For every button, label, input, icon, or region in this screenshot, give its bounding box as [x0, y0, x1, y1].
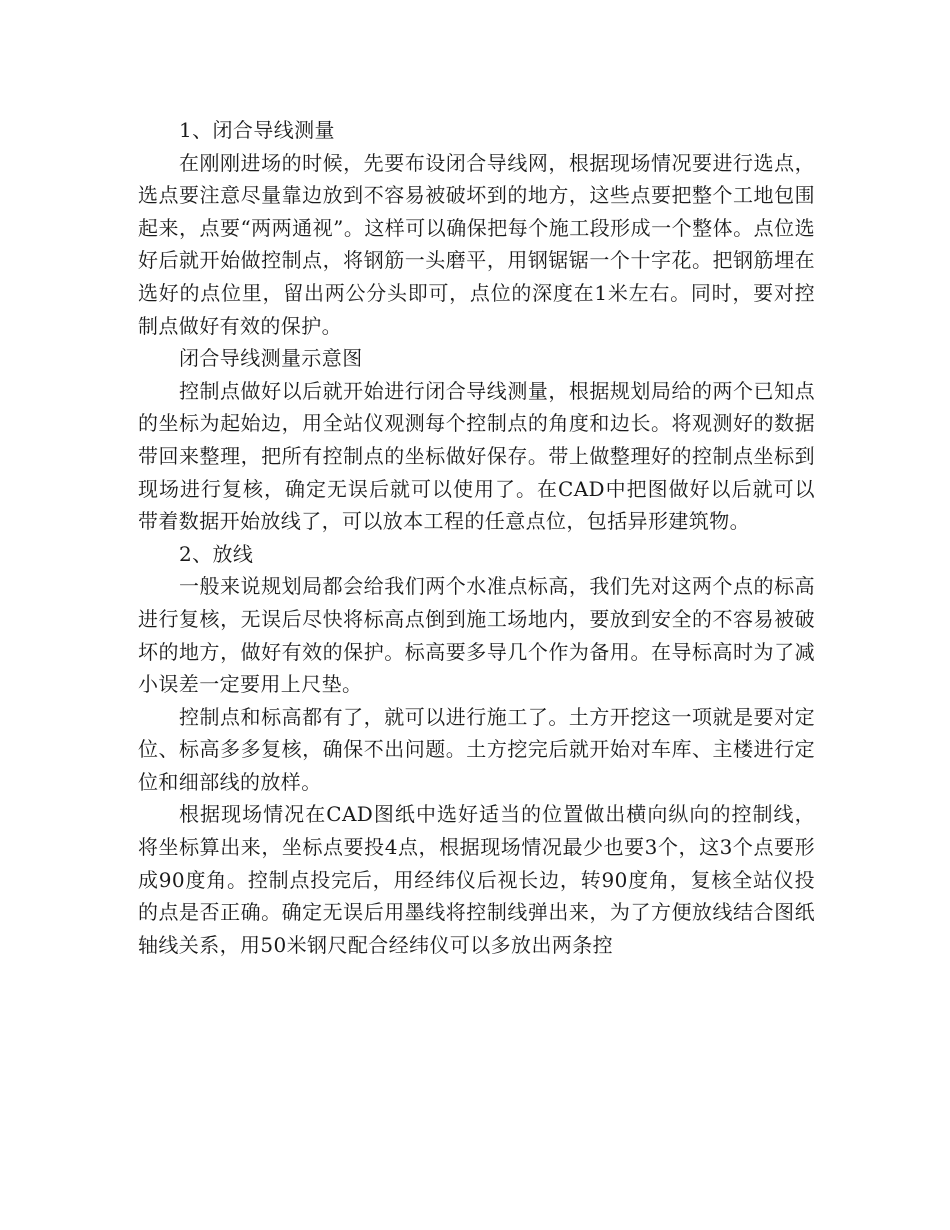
- figure-caption-traverse-diagram: 闭合导线测量示意图: [179, 346, 363, 371]
- paragraph-control-lines: 根据现场情况在CAD图纸中选好适当的位置做出横向纵向的控制线，将坐标算出来，坐标点要投4点，根据现场情况最少也要3个，这3个点要形成90度角。控制点投完后，用经纬仪后视长边，转90度角，复核全站仪投的点是否正确。确定无误后用墨线将控制线弹出来，为了方便放线结合图纸轴线关系，用50米钢尺配合经纬仪可以多放出两条控: [138, 802, 815, 957]
- paragraph-traverse-measurement: 控制点做好以后就开始进行闭合导线测量，根据规划局给的两个已知点的坐标为起始边，用全站仪观测每个控制点的角度和边长。将观测好的数据带回来整理，把所有控制点的坐标做好保存。带上做整理好的控制点坐标到现场进行复核，确定无误后就可以使用了。在CAD中把图做好以后就可以带着数据开始放线了，可以放本工程的任意点位，包括异形建筑物。: [138, 378, 815, 534]
- paragraph-benchmark-elevation: 一般来说规划局都会给我们两个水准点标高，我们先对这两个点的标高进行复核，无误后尽快将标高点倒到施工场地内，要放到安全的不容易被破坏的地方，做好有效的保护。标高要多导几个作为备用。在导标高时为了减小误差一定要用上尺垫。: [138, 574, 815, 697]
- section-heading-traverse-survey: 1、闭合导线测量: [179, 118, 335, 142]
- paragraph-excavation-check: 控制点和标高都有了，就可以进行施工了。土方开挖这一项就是要对定位、标高多多复核，确保不出问题。土方挖完后就开始对车库、主楼进行定位和细部线的放样。: [138, 704, 815, 794]
- paragraph-traverse-setup: 在刚刚进场的时候，先要布设闭合导线网，根据现场情况要进行选点，选点要注意尽量靠边放到不容易被破坏到的地方，这些点要把整个工地包围起来，点要“两两通视”。这样可以确保把每个施工段形成一个整体。点位选好后就开始做控制点，将钢筋一头磨平，用钢锯锯一个十字花。把钢筋埋在选好的点位里，留出两公分头即可，点位的深度在1米左右。同时，要对控制点做好有效的保护。: [138, 150, 815, 338]
- section-heading-setting-out: 2、放线: [179, 541, 254, 566]
